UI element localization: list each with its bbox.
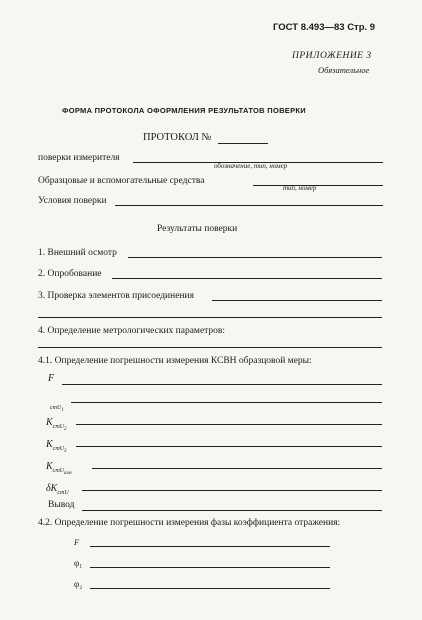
item-visual-inspection: 1. Внешний осмотр	[38, 248, 117, 258]
conditions-label: Условия поверки	[38, 196, 107, 206]
standards-line	[253, 185, 383, 186]
param-dk: δKстU	[46, 483, 69, 496]
verification-hint: обозначение, тип, номер	[214, 162, 288, 170]
param-k2-line	[76, 424, 382, 425]
protocol-number-line	[218, 143, 268, 144]
param-f: F	[48, 373, 55, 384]
section-divider-2	[38, 347, 382, 348]
item-4-2: 4.2. Определение погрешности измерения фазы коэффициента отражения:	[38, 518, 341, 528]
standard-header: ГОСТ 8.493—83 Стр. 9	[273, 22, 376, 33]
phase-f: F	[74, 537, 80, 547]
param-u1: стU$_1$	[50, 405, 64, 413]
param-kizm-line	[92, 468, 382, 469]
param-conclusion: Вывод	[48, 500, 75, 510]
protocol-label: ПРОТОКОЛ №	[143, 132, 212, 143]
item-testing: 2. Опробование	[38, 269, 102, 279]
param-conclusion-line	[82, 510, 382, 511]
item-1-line	[128, 257, 382, 258]
param-k2: KстU$_2$	[46, 417, 67, 432]
param-dk-line	[82, 490, 382, 491]
conditions-line	[115, 205, 383, 206]
phase-psi2-line	[90, 588, 330, 589]
phase-f-line	[90, 546, 330, 547]
param-f-line	[62, 384, 382, 385]
appendix-status: Обязательное	[318, 65, 370, 75]
item-connection-check: 3. Проверка элементов присоединения	[38, 291, 194, 301]
appendix-title: ПРИЛОЖЕНИЕ 3	[292, 51, 372, 61]
phase-psi1-line	[90, 567, 330, 568]
section-divider-1	[38, 317, 382, 318]
form-title: ФОРМА ПРОТОКОЛА ОФОРМЛЕНИЯ РЕЗУЛЬТАТОВ ПОВЕРКИ	[62, 106, 306, 115]
item-4-1: 4.1. Определение погрешности измерения КСВН образцовой меры:	[38, 356, 312, 366]
param-u1-line	[71, 402, 382, 403]
item-3-line	[212, 300, 382, 301]
standards-hint: тип, номер	[283, 184, 317, 192]
param-k3: KстU$_3$	[46, 439, 67, 454]
item-metrology: 4. Определение метрологических параметров:	[38, 326, 226, 336]
standards-label: Образцовые и вспомогательные средства	[38, 176, 205, 186]
param-k3-line	[76, 446, 382, 447]
phase-psi2: φ₂	[74, 579, 83, 589]
results-title: Результаты поверки	[157, 224, 238, 234]
verification-label: поверки измерителя	[38, 153, 120, 163]
param-kizm: KстU$_{изм}$	[46, 461, 72, 476]
item-2-line	[112, 278, 382, 279]
phase-psi1: φ₁	[74, 558, 83, 568]
